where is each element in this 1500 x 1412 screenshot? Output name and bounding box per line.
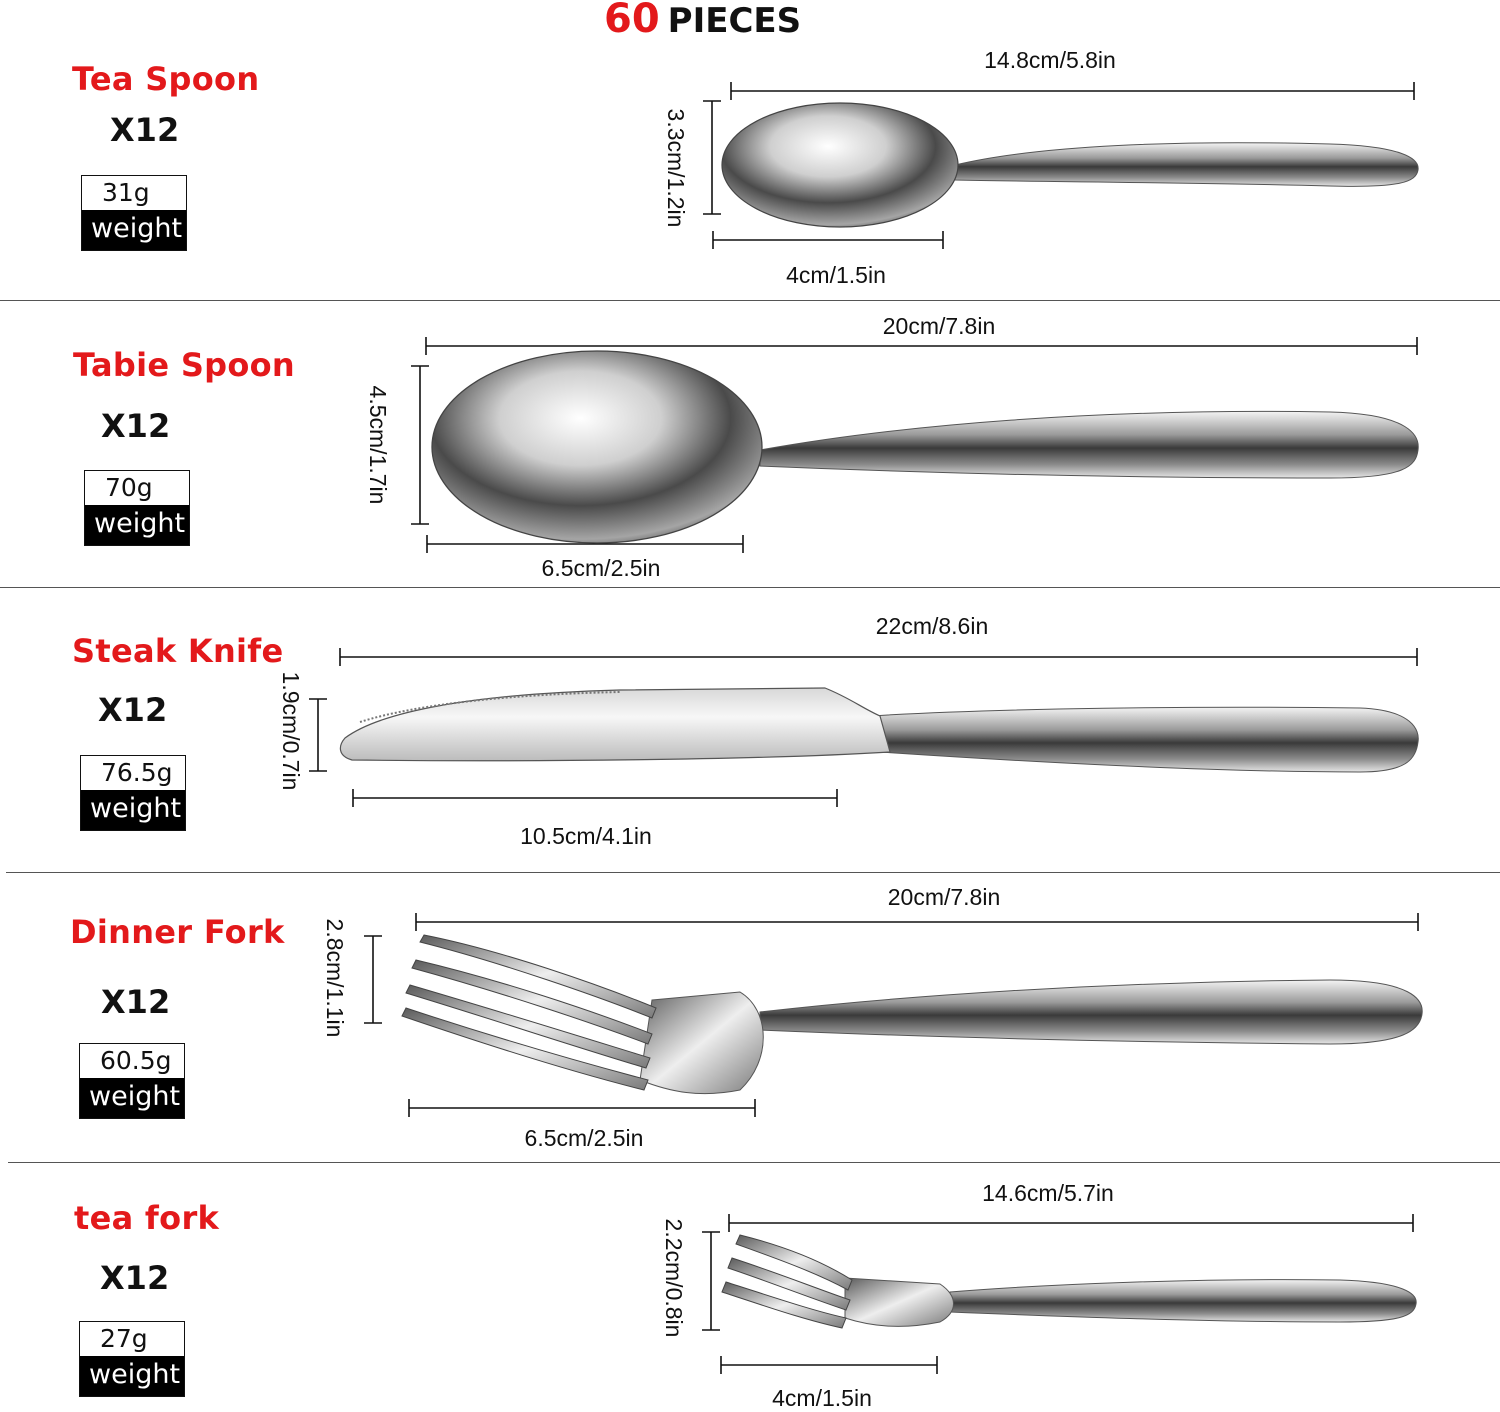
weight-label: weight (82, 210, 186, 250)
weight-label: weight (85, 505, 189, 545)
teaspoon-icon (722, 103, 1418, 227)
weight-label: weight (80, 1078, 184, 1118)
item-name: Tea Spoon (72, 60, 260, 98)
length-label: 14.6cm/5.7in (982, 1180, 1114, 1206)
weight-value: 76.5g (101, 758, 173, 787)
height-label: 4.5cm/1.7in (365, 385, 391, 505)
item-name: Dinner Fork (70, 913, 285, 951)
height-label: 2.2cm/0.8in (661, 1218, 687, 1338)
length-label: 20cm/7.8in (887, 884, 1001, 910)
head-label: 6.5cm/2.5in (524, 1125, 644, 1151)
item-quantity: X12 (110, 111, 180, 149)
head-label: 4cm/1.5in (786, 262, 886, 288)
item-name: Steak Knife (72, 632, 284, 670)
piece-word: PIECES (667, 1, 802, 41)
height-label: 1.9cm/0.7in (278, 671, 304, 791)
length-label: 20cm/7.8in (882, 313, 996, 339)
steak-knife-icon (340, 688, 1418, 772)
dinner-fork-icon (402, 935, 1422, 1094)
head-label: 4cm/1.5in (772, 1385, 872, 1411)
length-label: 14.8cm/5.8in (984, 47, 1116, 73)
item-name: tea fork (74, 1199, 220, 1237)
weight-label: weight (81, 790, 185, 830)
tea-fork-icon (722, 1235, 1416, 1328)
item-quantity: X12 (101, 407, 171, 445)
weight-value: 70g (105, 473, 153, 502)
length-label: 22cm/8.6in (875, 613, 989, 639)
head-label: 6.5cm/2.5in (541, 555, 661, 581)
head-label: 10.5cm/4.1in (520, 823, 652, 849)
piece-count: 60 (604, 0, 660, 42)
tablespoon-icon (432, 351, 1418, 543)
item-quantity: X12 (98, 691, 168, 729)
weight-value: 60.5g (100, 1046, 172, 1075)
height-label: 2.8cm/1.1in (322, 918, 348, 1038)
item-quantity: X12 (101, 983, 171, 1021)
item-name: Tabie Spoon (73, 346, 296, 384)
height-label: 3.3cm/1.2in (663, 108, 689, 228)
weight-value: 31g (102, 178, 150, 207)
item-quantity: X12 (100, 1259, 170, 1297)
weight-label: weight (80, 1356, 184, 1396)
weight-value: 27g (100, 1324, 148, 1353)
